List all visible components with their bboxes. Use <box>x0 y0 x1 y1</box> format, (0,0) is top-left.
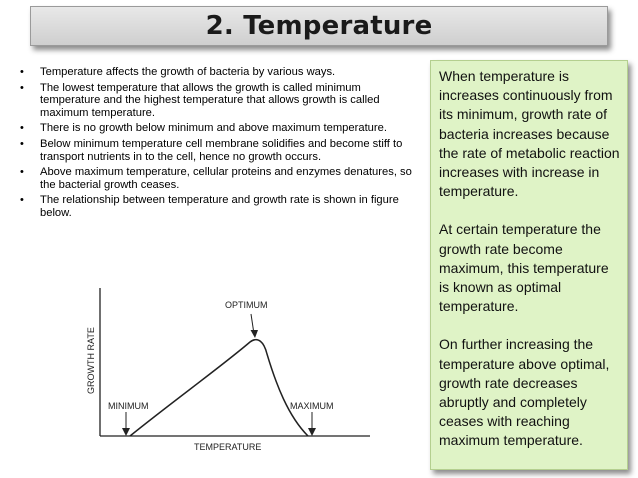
optimum-label: OPTIMUM <box>225 300 268 310</box>
explanation-paragraph-2: At certain temperature the growth rate become maximum, this temperature is known as optimal temperature. <box>439 221 609 315</box>
explanation-paragraph-1: When temperature is increases continuously from its minimum, growth rate of bacteria increases because the rate of metabolic reaction increases with increase in temperature. <box>439 68 620 200</box>
bullet-item: • Below minimum temperature cell membrane solidifies and become stiff to transport nutrients in to the cell, hence no growth occurs. <box>20 138 422 163</box>
slide-title: 2. Temperature <box>205 11 433 41</box>
optimum-arrowhead <box>251 330 259 338</box>
bullet-item: • Above maximum temperature, cellular proteins and enzymes denatures, so the bacterial growth ceases. <box>20 166 422 191</box>
bullet-item: • There is no growth below minimum and above maximum temperature. <box>20 122 422 135</box>
y-axis-label: GROWTH RATE <box>86 327 96 394</box>
bullet-item: • The relationship between temperature and growth rate is shown in figure below. <box>20 194 422 219</box>
title-banner <box>30 6 608 46</box>
growth-curve <box>130 340 308 436</box>
bullet-item: • Temperature affects the growth of bacteria by various ways. <box>20 66 422 79</box>
maximum-label: MAXIMUM <box>290 401 334 411</box>
bullet-item: • The lowest temperature that allows the growth is called minimum temperature and the highest temperature that allows growth is called maximum temperature. <box>20 82 422 120</box>
maximum-arrowhead <box>308 428 316 436</box>
minimum-label: MINIMUM <box>108 401 149 411</box>
explanation-panel <box>430 60 628 470</box>
bullet-list <box>20 66 422 223</box>
minimum-arrowhead <box>122 428 130 436</box>
explanation-paragraph-3: On further increasing the temperature above optimal, growth rate decreases abruptly and completely ceases with reaching maximum temperature. <box>439 336 610 449</box>
growth-rate-figure <box>82 284 374 454</box>
x-axis-label: TEMPERATURE <box>194 442 262 452</box>
growth-rate-diagram <box>82 284 374 454</box>
